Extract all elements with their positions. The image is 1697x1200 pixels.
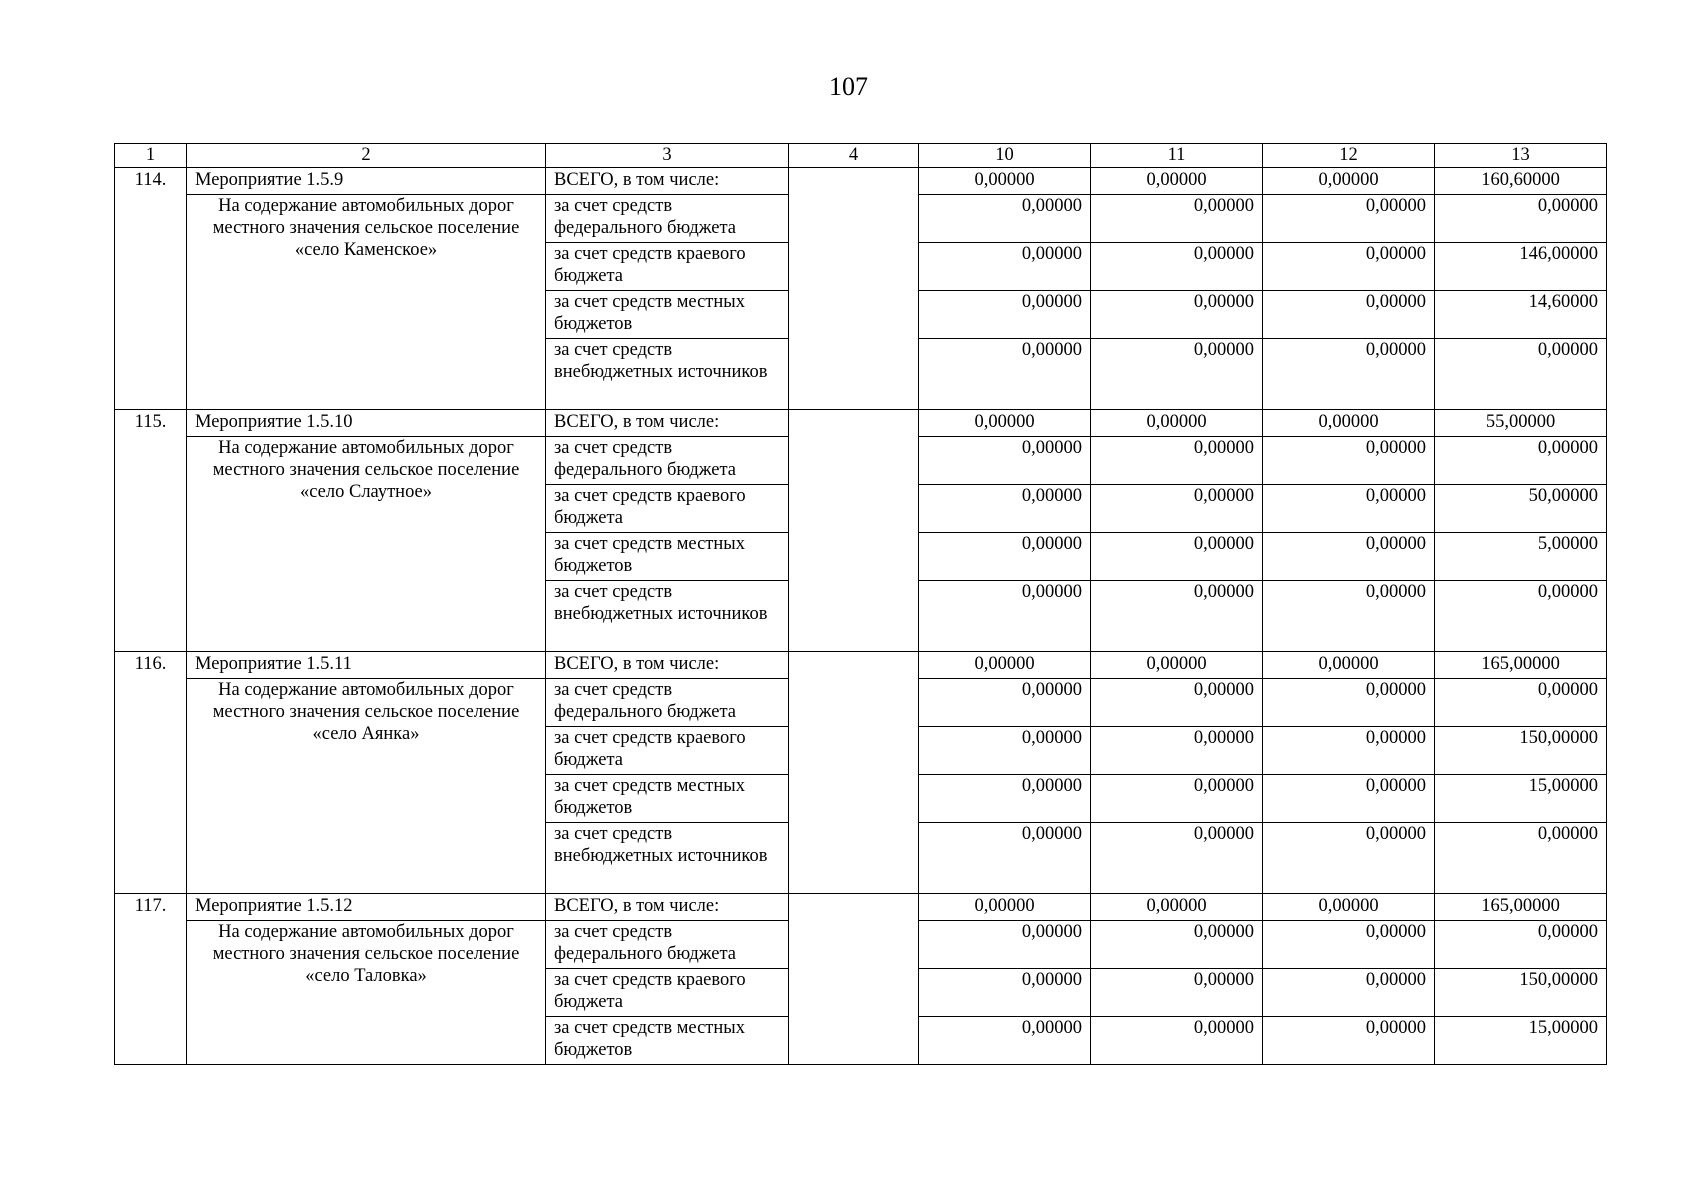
table-row	[115, 894, 1607, 921]
amount-value: 0,00000	[1091, 533, 1263, 581]
amount-value: 0,00000	[1091, 679, 1263, 727]
source-label: ВСЕГО, в том числе:	[546, 652, 789, 679]
amount-value: 14,60000	[1435, 291, 1607, 339]
amount-value: 0,00000	[1263, 533, 1435, 581]
total-value: 55,00000	[1435, 410, 1607, 437]
amount-value: 0,00000	[1263, 969, 1435, 1017]
event-title: Мероприятие 1.5.9	[187, 168, 546, 195]
amount-value: 0,00000	[1435, 195, 1607, 243]
amount-value: 0,00000	[1263, 243, 1435, 291]
source-label: за счет средств краевого бюджета	[546, 485, 789, 533]
amount-value: 0,00000	[1263, 679, 1435, 727]
header-cell: 13	[1435, 144, 1607, 168]
source-label: за счет средств краевого бюджета	[546, 727, 789, 775]
amount-value: 0,00000	[1263, 437, 1435, 485]
amount-value: 0,00000	[919, 1017, 1091, 1065]
amount-value: 0,00000	[1263, 921, 1435, 969]
amount-value: 146,00000	[1435, 243, 1607, 291]
amount-value: 0,00000	[1435, 679, 1607, 727]
amount-value: 15,00000	[1435, 775, 1607, 823]
source-label: за счет средств местных бюджетов	[546, 1017, 789, 1065]
event-description: На содержание автомобильных дорог местного значения сельское поселение «село Слаутное»	[187, 437, 546, 652]
amount-value: 0,00000	[919, 533, 1091, 581]
amount-value: 0,00000	[1435, 581, 1607, 652]
amount-value: 0,00000	[919, 581, 1091, 652]
column-4-cell	[789, 652, 919, 894]
source-label: ВСЕГО, в том числе:	[546, 894, 789, 921]
table-row	[115, 652, 1607, 679]
event-title: Мероприятие 1.5.11	[187, 652, 546, 679]
total-value: 0,00000	[919, 652, 1091, 679]
source-label: за счет средств внебюджетных источников	[546, 581, 789, 652]
table-row	[115, 168, 1607, 195]
amount-value: 0,00000	[919, 921, 1091, 969]
amount-value: 0,00000	[1263, 775, 1435, 823]
source-label: за счет средств краевого бюджета	[546, 969, 789, 1017]
source-label: за счет средств краевого бюджета	[546, 243, 789, 291]
amount-value: 0,00000	[1435, 339, 1607, 410]
event-title: Мероприятие 1.5.10	[187, 410, 546, 437]
page-number: 107	[829, 72, 868, 101]
amount-value: 0,00000	[1263, 339, 1435, 410]
header-cell: 4	[789, 144, 919, 168]
amount-value: 0,00000	[1435, 921, 1607, 969]
amount-value: 0,00000	[919, 243, 1091, 291]
row-number: 115.	[115, 410, 187, 652]
amount-value: 0,00000	[1091, 1017, 1263, 1065]
column-4-cell	[789, 894, 919, 1065]
amount-value: 0,00000	[919, 339, 1091, 410]
source-label: за счет средств местных бюджетов	[546, 533, 789, 581]
event-description: На содержание автомобильных дорог местного значения сельское поселение «село Таловка»	[187, 921, 546, 1065]
total-value: 160,60000	[1435, 168, 1607, 195]
amount-value: 0,00000	[1091, 195, 1263, 243]
row-number: 116.	[115, 652, 187, 894]
source-label: за счет средств внебюджетных источников	[546, 339, 789, 410]
total-value: 0,00000	[1263, 652, 1435, 679]
total-value: 0,00000	[919, 168, 1091, 195]
source-label: за счет средств федерального бюджета	[546, 921, 789, 969]
amount-value: 0,00000	[1263, 823, 1435, 894]
source-label: за счет средств местных бюджетов	[546, 291, 789, 339]
source-label: за счет средств федерального бюджета	[546, 195, 789, 243]
amount-value: 0,00000	[919, 727, 1091, 775]
header-cell: 10	[919, 144, 1091, 168]
header-cell: 1	[115, 144, 187, 168]
amount-value: 0,00000	[919, 195, 1091, 243]
amount-value: 0,00000	[919, 485, 1091, 533]
amount-value: 0,00000	[919, 969, 1091, 1017]
source-label: ВСЕГО, в том числе:	[546, 168, 789, 195]
amount-value: 0,00000	[1091, 437, 1263, 485]
source-label: ВСЕГО, в том числе:	[546, 410, 789, 437]
amount-value: 0,00000	[1091, 775, 1263, 823]
total-value: 0,00000	[1091, 410, 1263, 437]
amount-value: 0,00000	[919, 291, 1091, 339]
amount-value: 0,00000	[1091, 485, 1263, 533]
source-label: за счет средств федерального бюджета	[546, 437, 789, 485]
total-value: 0,00000	[1263, 410, 1435, 437]
amount-value: 0,00000	[919, 437, 1091, 485]
amount-value: 0,00000	[1263, 581, 1435, 652]
column-4-cell	[789, 410, 919, 652]
amount-value: 0,00000	[1091, 823, 1263, 894]
total-value: 0,00000	[1263, 168, 1435, 195]
amount-value: 0,00000	[1091, 921, 1263, 969]
amount-value: 0,00000	[919, 679, 1091, 727]
amount-value: 0,00000	[1263, 727, 1435, 775]
source-label: за счет средств внебюджетных источников	[546, 823, 789, 894]
header-cell: 12	[1263, 144, 1435, 168]
header-cell: 11	[1091, 144, 1263, 168]
header-cell: 2	[187, 144, 546, 168]
amount-value: 0,00000	[1091, 581, 1263, 652]
source-label: за счет средств федерального бюджета	[546, 679, 789, 727]
header-row	[115, 144, 1607, 168]
total-value: 0,00000	[1091, 652, 1263, 679]
amount-value: 50,00000	[1435, 485, 1607, 533]
amount-value: 0,00000	[1435, 437, 1607, 485]
amount-value: 150,00000	[1435, 727, 1607, 775]
amount-value: 5,00000	[1435, 533, 1607, 581]
amount-value: 0,00000	[1263, 485, 1435, 533]
total-value: 165,00000	[1435, 894, 1607, 921]
total-value: 0,00000	[1091, 894, 1263, 921]
event-title: Мероприятие 1.5.12	[187, 894, 546, 921]
header-cell: 3	[546, 144, 789, 168]
budget-table	[114, 143, 1607, 1065]
amount-value: 15,00000	[1435, 1017, 1607, 1065]
source-label: за счет средств местных бюджетов	[546, 775, 789, 823]
amount-value: 0,00000	[1091, 339, 1263, 410]
amount-value: 0,00000	[919, 775, 1091, 823]
amount-value: 150,00000	[1435, 969, 1607, 1017]
total-value: 0,00000	[1091, 168, 1263, 195]
total-value: 165,00000	[1435, 652, 1607, 679]
amount-value: 0,00000	[1091, 243, 1263, 291]
total-value: 0,00000	[919, 410, 1091, 437]
column-4-cell	[789, 168, 919, 410]
event-description: На содержание автомобильных дорог местного значения сельское поселение «село Аянка»	[187, 679, 546, 894]
amount-value: 0,00000	[1435, 823, 1607, 894]
amount-value: 0,00000	[1091, 727, 1263, 775]
amount-value: 0,00000	[1091, 969, 1263, 1017]
total-value: 0,00000	[1263, 894, 1435, 921]
amount-value: 0,00000	[1263, 1017, 1435, 1065]
row-number: 117.	[115, 894, 187, 1065]
amount-value: 0,00000	[919, 823, 1091, 894]
event-description: На содержание автомобильных дорог местного значения сельское поселение «село Каменское»	[187, 195, 546, 410]
amount-value: 0,00000	[1263, 195, 1435, 243]
amount-value: 0,00000	[1091, 291, 1263, 339]
table-row	[115, 410, 1607, 437]
row-number: 114.	[115, 168, 187, 410]
amount-value: 0,00000	[1263, 291, 1435, 339]
total-value: 0,00000	[919, 894, 1091, 921]
